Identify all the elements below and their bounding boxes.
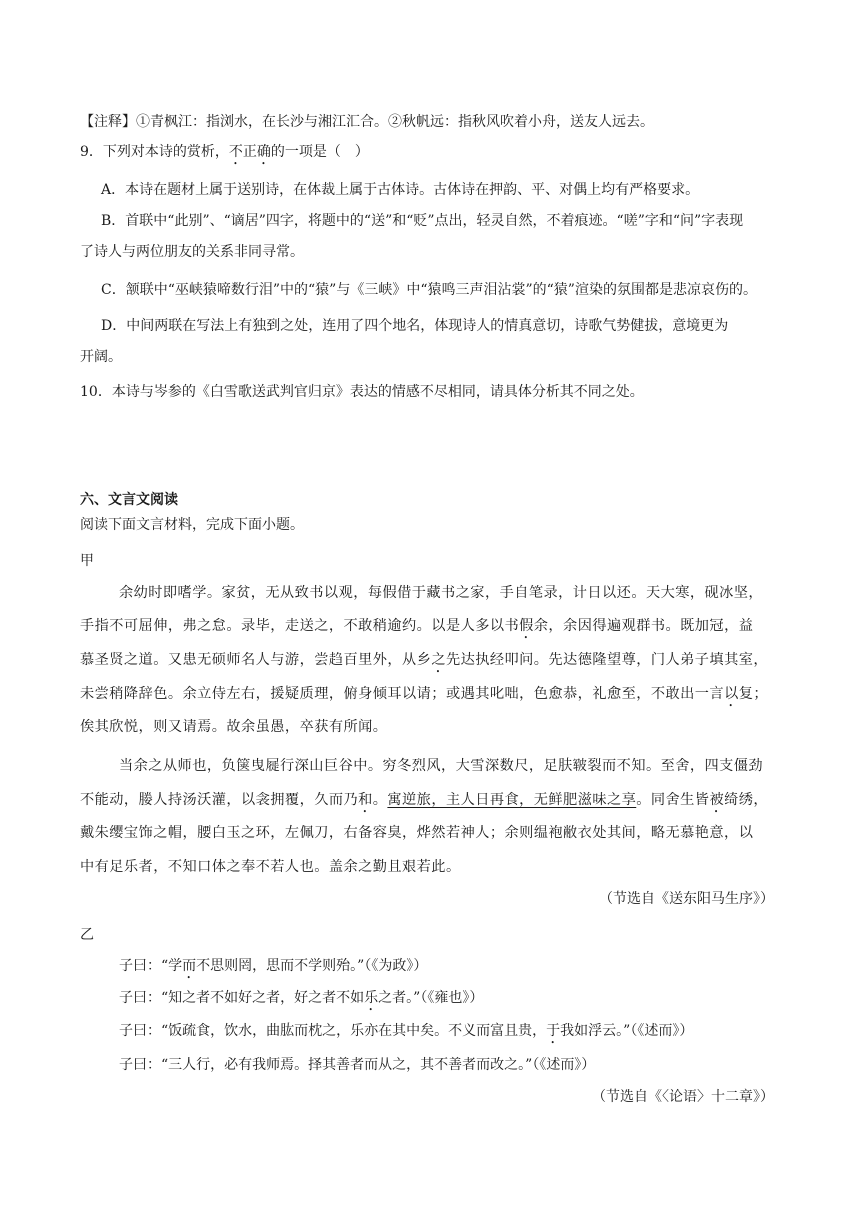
analects-line-4 (119, 1055, 595, 1081)
jia-p2-line2-d: 绮绣， (724, 792, 769, 808)
analects-1-post: 不思则罔，思而不学则殆。”（《为政》） (196, 958, 428, 974)
q9-option-c: C．颔联中“巫峡猿啼数行泪”中的“猿”与《三峡》中“猿鸣三声泪沾裳”的“猿”渲染的氛围都是悲凉哀伤的。 (101, 282, 757, 298)
jia-p2-line2-a: 不能动，媵人持汤沃灌，以衾拥覆，久而乃 (80, 792, 359, 808)
jia-p1-line2 (80, 616, 753, 642)
jia-p2-line2 (80, 790, 768, 816)
jia-underlined-sentence: 寓逆旅，主人日再食，无鲜肥滋味之享 (387, 792, 637, 808)
jia-p1-line4-a: 未尝稍降辞色。余立侍左右，援疑质理，俯身倾耳以请；或遇其叱咄，色愈恭，礼愈至，不敢出一言 (80, 686, 725, 702)
analects-1-pre: 子曰：“学 (119, 958, 183, 974)
section-6-title: 六、文言文阅读 (80, 492, 178, 508)
section-6-intro: 阅读下面文言材料，完成下面小题。 (80, 517, 304, 533)
q9-emphasis-2: 确 (256, 144, 271, 160)
jia-p2-line1: 当余之从师也，负箧曳屣行深山巨谷中。穷冬烈风，大雪深数尺，足肤皲裂而不知。至舍，四支僵劲 (119, 758, 764, 774)
jia-emphasis-jia: 假 (519, 618, 534, 634)
source-citation-1: （节选自《送东阳马生序》） (599, 891, 774, 907)
analects-1-emphasis: 而 (182, 958, 197, 974)
jia-p1-line2-b: 余，余因得遍观群书。既加冠，益 (533, 618, 754, 634)
jia-p1-line3-b: 先达执经叩问。先达德隆望尊，门人弟子填其室， (445, 652, 768, 668)
q9-option-d-line1: D．中间两联在写法上有独到之处，连用了四个地名，体现诗人的情真意切，诗歌气势健拔，意境更为 (101, 318, 729, 334)
jia-p2-line2-b: 。 (372, 792, 388, 808)
q9-option-b-line2: 了诗人与两位朋友的关系非同寻常。 (80, 244, 304, 260)
q9-option-a: A．本诗在题材上属于送别诗，在体裁上属于古体诗。古体诗在押韵、平、对偶上均有严格要求。 (101, 182, 700, 198)
question-10: 10．本诗与岑参的《白雪歌送武判官归京》表达的情感不尽相同，请具体分析其不同之处。 (80, 384, 644, 400)
analects-2-pre: 子曰：“知之者不如好之者，好之者不如 (119, 990, 365, 1006)
annotation-note: 【注释】①青枫江：指浏水，在长沙与湘江汇合。②秋帆远：指秋风吹着小舟，送友人远去。 (80, 114, 654, 130)
jia-p1-line1: 余幼时即嗜学。家贫，无从致书以观，每假借于藏书之家，手自笔录，计日以还。天大寒，砚冰坚， (119, 585, 764, 601)
q9-stem-mid: 正 (242, 144, 257, 160)
source-citation-2: （节选自《〈论语〉十二章》） (592, 1089, 774, 1105)
label-jia: 甲 (80, 553, 94, 569)
q9-option-b-line1: B．首联中“此别”、“谪居”四字，将题中的“送”和“贬”点出，轻灵自然，不着痕迹。“嗟”字和“问”字表现 (101, 213, 744, 229)
q9-emphasis-1: 不 (228, 144, 243, 160)
jia-emphasis-he: 和 (358, 792, 373, 808)
jia-p2-line2-c: 。同舍生皆 (636, 792, 710, 808)
jia-p1-line5: 俟其欣悦，则又请焉。故余虽愚，卒获有所闻。 (80, 719, 388, 735)
analects-3-emphasis: 于 (546, 1023, 561, 1039)
q9-stem-pre: 9．下列对本诗的赏析， (80, 144, 229, 160)
jia-p2-line4: 中有足乐者，不知口体之奉不若人也。盖余之勤且艰若此。 (80, 859, 461, 875)
jia-p1-line2-a: 手指不可屈伸，弗之怠。录毕，走送之，不敢稍逾约。以是人多以书 (80, 618, 520, 634)
analects-line-1 (119, 956, 427, 982)
q9-option-d-line2: 开阔。 (80, 349, 122, 365)
analects-2-emphasis: 乐 (364, 990, 379, 1006)
jia-p2-line3: 戴朱缨宝饰之帽，腰白玉之环，左佩刀，右备容臭，烨然若神人；余则缊袍敝衣处其间，略无慕艳意，以 (80, 825, 754, 841)
jia-emphasis-yi: 以 (724, 686, 739, 702)
label-yi: 乙 (80, 927, 94, 943)
jia-emphasis-zhi: 之 (431, 652, 446, 668)
q9-stem-post: 的一项是（ ） (270, 144, 369, 160)
jia-p1-line4 (80, 684, 768, 710)
analects-3-post: 我如浮云。”（《述而》） (560, 1023, 694, 1039)
question-9-stem (80, 142, 369, 168)
jia-emphasis-bei: 被 (709, 792, 725, 808)
analects-2-post: 之者。”（《雍也》） (378, 990, 484, 1006)
jia-p1-line3 (80, 650, 768, 676)
analects-4-pre: 子曰：“三人行，必有我师焉。择其善者而从之，其不善者而改之。”（《述而》） (119, 1057, 596, 1073)
analects-3-pre: 子曰：“饭疏食，饮水，曲肱而枕之，乐亦在其中矣。不义而富且贵， (119, 1023, 547, 1039)
jia-p1-line3-a: 慕圣贤之道。又患无硕师名人与游，尝趋百里外，从乡 (80, 652, 432, 668)
analects-line-2 (119, 988, 483, 1014)
jia-p1-line4-b: 复； (738, 686, 768, 702)
analects-line-3 (119, 1021, 693, 1047)
